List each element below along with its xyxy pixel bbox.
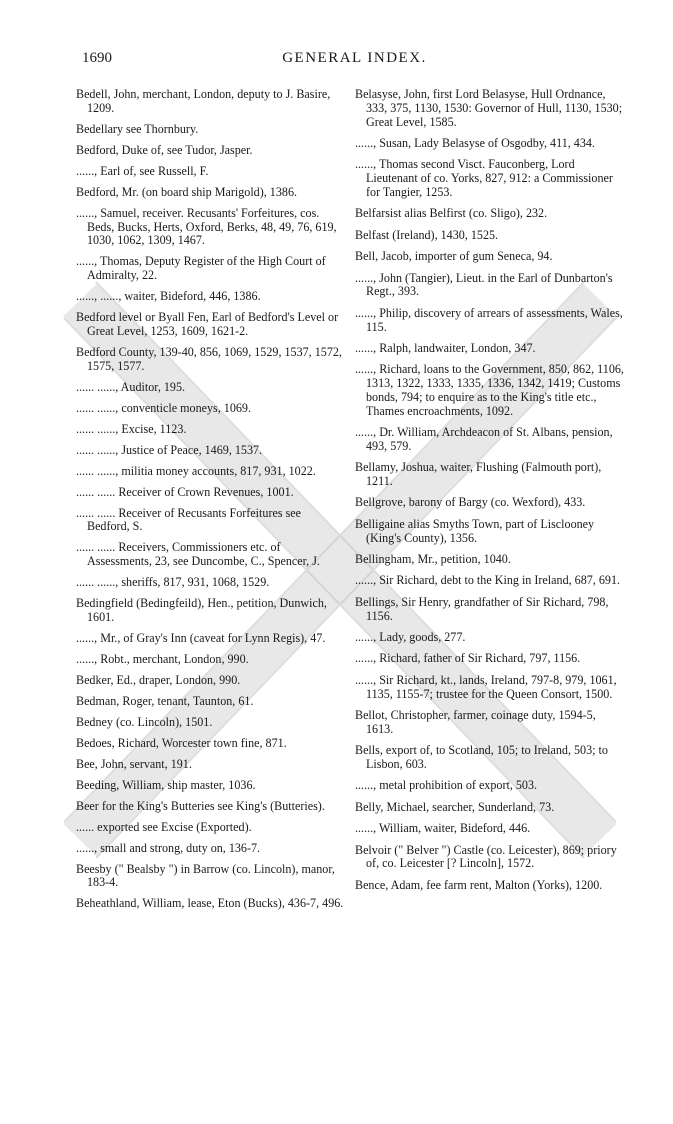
index-entry: Bell, Jacob, importer of gum Seneca, 94. (355, 249, 553, 264)
index-entry: ......, metal prohibition of export, 503. (355, 778, 538, 793)
index-entry: ......, Richard, loans to the Government, 850, 862, 1106, 1313, 1322, 1333, 1335, 1336, 1342, 1419; Customs bonds, 794; to enquire as to the King's title etc., Thames encroachments, 1092. (355, 362, 624, 418)
index-entry: ......, Mr., of Gray's Inn (caveat for Lynn Regis), 47. (76, 630, 326, 645)
index-entry: ......, ......, waiter, Bideford, 446, 1386. (76, 289, 261, 304)
index-entry: Bee, John, servant, 191. (76, 756, 192, 771)
index-entry: ......, Lady, goods, 277. (355, 630, 466, 644)
index-entry: ......, John (Tangier), Lieut. in the Earl of Dunbarton's Regt., 393. (355, 270, 613, 299)
index-entry: ...... ......, Justice of Peace, 1469, 1537. (76, 442, 263, 457)
index-entry: Bellingham, Mr., petition, 1040. (355, 552, 511, 567)
page-header (82, 50, 627, 74)
index-entry: Bellot, Christopher, farmer, coinage duty, 1594-5, 1613. (355, 707, 596, 736)
index-entry: ......, Thomas, Deputy Register of the High Court of Admiralty, 22. (76, 254, 326, 283)
index-entry: ......, Earl of, see Russell, F. (76, 163, 209, 178)
left-column (76, 88, 346, 918)
index-entry: Belligaine alias Smyths Town, part of Lisclooney (King's County), 1356. (355, 516, 595, 545)
index-entry: ...... ......, militia money accounts, 817, 931, 1022. (76, 463, 316, 478)
index-entry: ......, Dr. William, Archdeacon of St. Albans, pension, 493, 579. (355, 425, 613, 453)
index-entry: Bells, export of, to Scotland, 105; to Ireland, 503; to Lisbon, 603. (355, 743, 608, 771)
index-entry: ......, Susan, Lady Belasyse of Osgodby, 411, 434. (355, 135, 595, 150)
index-entry: ...... ...... Receiver of Recusants Forfeitures see Bedford, S. (76, 505, 302, 534)
index-entry: Bedingfield (Bedingfeild), Hen., petition, Dunwich, 1601. (76, 596, 327, 624)
index-entry: Bedell, John, merchant, London, deputy to J. Basire, 1209. (76, 87, 331, 115)
index-entry: ...... ...... Receivers, Commissioners etc. of Assessments, 23, see Duncombe, C., Spencer, J. (76, 540, 320, 569)
index-entry: ......, William, waiter, Bideford, 446. (355, 821, 531, 836)
index-entry: Bellgrove, barony of Bargy (co. Wexford), 433. (355, 495, 586, 510)
index-entry: ...... ......, Auditor, 195. (76, 379, 186, 394)
index-entry: ......, Richard, father of Sir Richard, 797, 1156. (355, 651, 581, 666)
index-entry: Belly, Michael, searcher, Sunderland, 73. (355, 799, 555, 814)
index-entry: ......, Sir Richard, debt to the King in Ireland, 687, 691. (355, 573, 621, 588)
index-entry: Bedoes, Richard, Worcester town fine, 871. (76, 735, 287, 750)
right-column (355, 88, 625, 900)
index-entry: Bedford level or Byall Fen, Earl of Bedford's Level or Great Level, 1253, 1609, 1621-2. (76, 310, 339, 338)
index-entry: Bedellary see Thornbury. (76, 121, 199, 136)
index-entry: Belasyse, John, first Lord Belasyse, Hull Ordnance, 333, 375, 1130, 1530: Governor of Hull, 1130, 1530; Great Level, 1585. (355, 87, 623, 129)
index-entry: Belfast (Ireland), 1430, 1525. (355, 227, 499, 242)
index-entry: ......, Robt., merchant, London, 990. (76, 651, 249, 666)
index-entry: ......, Philip, discovery of arrears of assessments, Wales, 115. (355, 305, 623, 334)
index-entry: Beeding, William, ship master, 1036. (76, 777, 256, 792)
index-entry: Beheathland, William, lease, Eton (Bucks), 436-7, 496. (76, 896, 344, 911)
index-entry: ......, Ralph, landwaiter, London, 347. (355, 340, 536, 355)
page-number: 1690 (82, 50, 112, 66)
index-entry: ......, Samuel, receiver. Recusants' Forfeitures, cos. Beds, Bucks, Herts, Oxford, Berks, 48, 49, 76, 619, 1030, 1062, 1309, 1467. (76, 205, 337, 248)
index-entry: ...... ......, sheriffs, 817, 931, 1068, 1529. (76, 575, 270, 590)
index-entry: Belvoir (" Belver ") Castle (co. Leicester), 869; priory of, co. Leicester [? Lincoln], 1572. (355, 842, 617, 871)
index-entry: Belfarsist alias Belfirst (co. Sligo), 232. (355, 206, 548, 221)
index-entry: Bedman, Roger, tenant, Taunton, 61. (76, 693, 254, 708)
running-title: GENERAL INDEX. (282, 50, 427, 66)
index-entry: ......, Thomas second Visct. Fauconberg, Lord Lieutenant of co. Yorks, 827, 912: a Commissioner for Tangier, 1253. (355, 157, 613, 199)
index-entry: ...... ...... Receiver of Crown Revenues, 1001. (76, 484, 294, 499)
index-entry: ...... ......, conventicle moneys, 1069. (76, 400, 251, 415)
index-entry: Bellamy, Joshua, waiter, Flushing (Falmouth port), 1211. (355, 460, 602, 489)
index-entry: Bedford, Mr. (on board ship Marigold), 1386. (76, 184, 298, 199)
index-entry: ......, small and strong, duty on, 136-7. (76, 840, 261, 855)
index-entry: ......, Sir Richard, kt., lands, Ireland, 797-8, 979, 1061, 1135, 1155-7; trustee for the Queen Consort, 1500. (355, 672, 617, 701)
index-entry: Bedker, Ed., draper, London, 990. (76, 672, 241, 687)
index-entry: Bellings, Sir Henry, grandfather of Sir Richard, 798, 1156. (355, 594, 609, 623)
index-entry: Bedford County, 139-40, 856, 1069, 1529, 1537, 1572, 1575, 1577. (76, 344, 342, 373)
index-entry: Beesby (" Bealsby ") in Barrow (co. Lincoln), manor, 183-4. (76, 861, 335, 890)
index-entry: ...... ......, Excise, 1123. (76, 421, 187, 436)
index-entry: ...... exported see Excise (Exported). (76, 819, 252, 834)
index-entry: Bedney (co. Lincoln), 1501. (76, 714, 213, 729)
index-entry: Beer for the King's Butteries see King's (Butteries). (76, 798, 325, 813)
index-entry: Bedford, Duke of, see Tudor, Jasper. (76, 142, 253, 157)
index-entry: Bence, Adam, fee farm rent, Malton (Yorks), 1200. (355, 877, 603, 892)
